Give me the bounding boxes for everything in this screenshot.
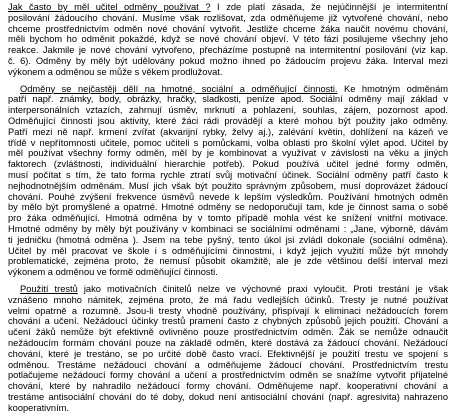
paragraph-reward-types [8, 84, 448, 278]
text-line: výkonem a odměnou ve formě odměňující činnosti. [8, 267, 218, 278]
text-line: faktorech (zvláštnosti, individuální hierarchie potřeb). Pokud používá učitel jedné formy odměn, [8, 159, 448, 170]
text-line [8, 84, 448, 95]
paragraph-reward-frequency [8, 2, 448, 78]
text-line: velmi opatrně a rozumně. Jsou-li tresty vhodně používány, přispívají k eliminaci nežádoucích forem [8, 305, 448, 316]
text-line: Patří mezi ně např. krmení zvířat (akvarijní rybky, želvy aj.), zalévání květin, dohlížení na kázeň ve [8, 126, 448, 137]
underlined-lead-phrase: Použití trestů [20, 283, 78, 294]
underlined-lead-phrase: Odměny se nejčastěji dělí na hmotné, sociální a odměňující činnosti. [20, 83, 338, 94]
line-text: I zde platí zásada, že nejúčinnější je intermitentní [210, 2, 448, 12]
text-line: musí počítat s tím, že tato forma rychle ztratí svůj motivační účinek. Sociální odměny patří často k [8, 169, 448, 180]
text-line: výkonem a odměnou se může s věkem prodlužovat. [8, 66, 223, 77]
text-line: vznášeno mnoho námitek, zejména proto, že má řadu vedlejších účinků. Tresty je nutné používat [8, 294, 448, 305]
line-text: jako motivačních činitelů nelze ve výchovné praxi vyloučit. Proti trestání je však [77, 283, 448, 294]
text-line: chování. Pouhé zvýšení frekvence úsměvů nevede k lepším výsledkům. Používání hmotných odměn [8, 191, 448, 202]
line-text: Ke hmotným odměnám [337, 83, 448, 94]
text-line: ti jedničku (hmotná odměna ). Jsem na tebe pyšný, tento úkol jsi zvládl dokonale (sociální odměna). [8, 234, 448, 245]
text-line: trestáme antisociální chování do té doby, dokud není antisociální chování (např. agresivita) nahrazeno [8, 391, 448, 402]
text-line: třídě v nepřítomnosti učitele, pomoc učiteli s pomůckami, volba oblasti pro školní výlet apod. Učitel by [8, 137, 448, 148]
text-line: potlačujeme nežádoucí formy chování a učení a prostřednictvím odměn se snažíme vytvořit přijatelné [8, 370, 448, 381]
text-line [8, 2, 448, 13]
text-line: patří např. známky, body, obrázky, hračky, sladkosti, peníze apod. Sociální odměny mají základ v [8, 94, 448, 105]
text-line: Hmotné odměny by měly být používány v kombinaci se sociálními odměnami : „Jane, výborně, dávám [8, 223, 448, 234]
text-line [8, 284, 448, 295]
text-line: problematické, zejména proto, že nemusí působit okamžitě, ale je zde většinou delší interval mezi [8, 256, 448, 267]
text-line: pro žáka odměňující. Hmotná odměna by v tomto případě mohla vést ke snížení vnitřní motivace. [8, 213, 448, 224]
text-line: Odměňující činnosti jsou aktivity, které žáci rádi provádějí a které mohou být použity jako odměny. [8, 115, 448, 126]
text-line: odměnou. Trestáme nežádoucí chování a odměňujeme žádoucí chování. Prostřednictvím trestu [8, 359, 448, 370]
text-line: reakce. Jakmile je nové chování vytvořeno, přecházíme postupně na intermitentní posilování (viz kap. [8, 45, 448, 56]
text-line: chování, které je trestáno, se po určité době často vrací. Efektivnější je použití trestu ve spojení s [8, 348, 448, 359]
underlined-lead-phrase: Jak často by měl učitel odměny používat ? [8, 2, 211, 12]
text-line: chování a učení. Nežádoucí účinky trestů pramení často z chybných způsobů jejich použití. Chování a [8, 316, 448, 327]
text-line: měli bychom ho odměnit pokaždé, když se nové chování objeví. V této fázi posilujeme všechny jeho [8, 34, 448, 45]
text-line: by mělo být promyšlené a opatrné. Hmotné odměny se nedoporučují tam, kde je činnost sama o sobě [8, 202, 448, 213]
text-line: chování, které by nahradilo nežádoucí formy chování. Odměňujeme např. kooperativní chování a [8, 381, 448, 392]
text-line: kooperativním. [8, 402, 69, 413]
text-line: posilování žádoucího chování. Musíme však rozlišovat, zda odměňujeme již vytvořené chování, nebo [8, 12, 448, 23]
text-line: nežádoucím formám chování pouze na základě odměn, které dostává za žádoucí chování. Nežádoucí [8, 337, 448, 348]
text-line: měl používat všechny formy odměn, měl by je kombinovat a využívat v závislosti na věku a jiných [8, 148, 448, 159]
paragraph-punishment [8, 284, 448, 414]
text-line: chceme prostřednictvím odměn nové chování vytvořit. Jestliže chceme žáka naučit novému chování, [8, 23, 448, 34]
text-line: č. 6). Odměny by měly být udělovány pokud možno ihned po žádoucím projevu žáka. Interval mezi [8, 55, 448, 66]
text-line: nejhodnotnějším odměnám. Musí jich však být použito správným způsobem, musí doprovázet žádoucí [8, 180, 448, 191]
text-line: Učitel by měl pracovat ve škole i s odměňujícími činnostmi, i když jejich využití může být mnohdy [8, 245, 448, 256]
text-line: interpersonálních vztazích, zahrnují úsměv, mrknutí a pohlazení, souhlas, zájem, pozornost apod. [8, 105, 448, 116]
text-line: učení žáků nemůže být efektivně ovlivněno pouze prostřednictvím odměn. Žák se nemůže odnaučit [8, 327, 448, 338]
